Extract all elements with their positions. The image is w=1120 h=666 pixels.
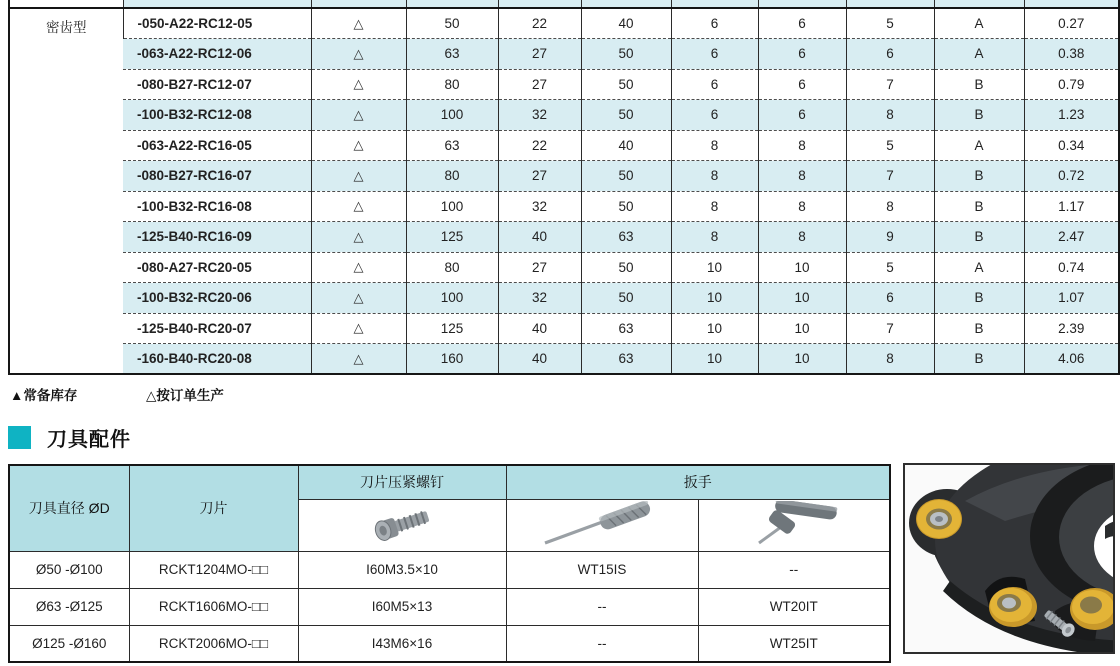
spec-D: 63 xyxy=(406,130,498,161)
availability-triangle-icon: △ xyxy=(311,222,406,253)
spec-d: 32 xyxy=(498,283,581,314)
spec-fig: B xyxy=(934,161,1024,192)
spec-teeth: 8 xyxy=(846,191,934,222)
row-group-label: 密齿型 xyxy=(9,8,123,374)
spec-row xyxy=(9,39,1119,70)
spec-D: 50 xyxy=(406,8,498,39)
spec-model: -063-A22-RC16-05 xyxy=(123,130,311,161)
availability-triangle-icon: △ xyxy=(311,313,406,344)
acc-wrench2: WT20IT xyxy=(698,588,890,625)
spec-d: 32 xyxy=(498,100,581,131)
straight-wrench-icon xyxy=(506,499,698,551)
spec-L: 50 xyxy=(581,252,671,283)
spec-ap: 10 xyxy=(671,252,758,283)
spec-L: 50 xyxy=(581,69,671,100)
round-insert-icon xyxy=(916,499,962,539)
spec-fig: B xyxy=(934,191,1024,222)
spec-D: 100 xyxy=(406,191,498,222)
acc-screw: I60M3.5×10 xyxy=(298,551,506,588)
availability-triangle-icon: △ xyxy=(311,130,406,161)
spec-fig: A xyxy=(934,130,1024,161)
acc-wrench1: -- xyxy=(506,588,698,625)
spec-teeth: 8 xyxy=(846,344,934,375)
spec-model: -080-B27-RC16-07 xyxy=(123,161,311,192)
availability-triangle-icon: △ xyxy=(311,100,406,131)
section-title: 刀具配件 xyxy=(47,429,131,451)
header-insert: 刀片 xyxy=(129,465,298,551)
acc-wrench2: WT25IT xyxy=(698,625,890,662)
spec-ap: 8 xyxy=(671,130,758,161)
spec-D: 80 xyxy=(406,252,498,283)
spec-teeth: 8 xyxy=(846,100,934,131)
availability-triangle-icon: △ xyxy=(311,39,406,70)
spec-row xyxy=(9,222,1119,253)
round-insert-icon xyxy=(989,587,1037,627)
acc-insert: RCKT1606MO-□□ xyxy=(129,588,298,625)
spec-fig: A xyxy=(934,252,1024,283)
spec-ae: 6 xyxy=(758,100,846,131)
spec-ae: 8 xyxy=(758,161,846,192)
spec-d: 27 xyxy=(498,252,581,283)
spec-ap: 6 xyxy=(671,100,758,131)
spec-teeth: 9 xyxy=(846,222,934,253)
acc-screw: I60M5×13 xyxy=(298,588,506,625)
spec-fig: B xyxy=(934,283,1024,314)
spec-ap: 10 xyxy=(671,344,758,375)
legend-made-to-order: △按订单生产 xyxy=(146,388,224,403)
spec-d: 40 xyxy=(498,344,581,375)
spec-weight: 2.47 xyxy=(1024,222,1119,253)
spec-ap: 6 xyxy=(671,69,758,100)
acc-wrench1: WT15IS xyxy=(506,551,698,588)
header-clamp-screw: 刀片压紧螺钉 xyxy=(298,465,506,499)
spec-row xyxy=(9,69,1119,100)
spec-teeth: 6 xyxy=(846,283,934,314)
spec-model: -050-A22-RC12-05 xyxy=(123,8,311,39)
spec-weight: 0.79 xyxy=(1024,69,1119,100)
header-tool-diameter: 刀具直径 ØD xyxy=(9,465,129,551)
accessory-row xyxy=(9,588,890,625)
spec-weight: 0.38 xyxy=(1024,39,1119,70)
spec-fig: A xyxy=(934,39,1024,70)
spec-teeth: 5 xyxy=(846,252,934,283)
section-accent-square-icon xyxy=(8,426,31,449)
spec-table-body xyxy=(9,0,1119,374)
accessory-row xyxy=(9,551,890,588)
accessory-row xyxy=(9,625,890,662)
spec-row xyxy=(9,252,1119,283)
availability-triangle-icon: △ xyxy=(311,344,406,375)
spec-D: 63 xyxy=(406,39,498,70)
spec-model: -100-B32-RC16-08 xyxy=(123,191,311,222)
spec-model: -160-B40-RC20-08 xyxy=(123,344,311,375)
spec-teeth: 7 xyxy=(846,69,934,100)
face-mill-photo xyxy=(903,463,1115,654)
spec-L: 50 xyxy=(581,283,671,314)
spec-L: 40 xyxy=(581,130,671,161)
spec-d: 22 xyxy=(498,130,581,161)
spec-weight: 1.07 xyxy=(1024,283,1119,314)
spec-row xyxy=(9,8,1119,39)
spec-ap: 10 xyxy=(671,313,758,344)
availability-triangle-icon: △ xyxy=(311,252,406,283)
spec-ae: 8 xyxy=(758,130,846,161)
spec-fig: B xyxy=(934,313,1024,344)
acc-wrench2: -- xyxy=(698,551,890,588)
spec-weight: 2.39 xyxy=(1024,313,1119,344)
acc-insert: RCKT1204MO-□□ xyxy=(129,551,298,588)
spec-ap: 8 xyxy=(671,222,758,253)
spec-D: 80 xyxy=(406,69,498,100)
spec-fig: B xyxy=(934,69,1024,100)
legend-in-stock: ▲常备库存 xyxy=(10,388,78,403)
spec-fig: B xyxy=(934,222,1024,253)
spec-ap: 6 xyxy=(671,8,758,39)
spec-weight: 0.72 xyxy=(1024,161,1119,192)
spec-ae: 10 xyxy=(758,252,846,283)
spec-model: -080-A27-RC20-05 xyxy=(123,252,311,283)
spec-L: 63 xyxy=(581,344,671,375)
spec-row xyxy=(9,191,1119,222)
spec-model: -125-B40-RC20-07 xyxy=(123,313,311,344)
spec-ap: 6 xyxy=(671,39,758,70)
spec-row xyxy=(9,283,1119,314)
spec-d: 22 xyxy=(498,8,581,39)
acc-diameter: Ø50 -Ø100 xyxy=(9,551,129,588)
t-wrench-icon xyxy=(698,499,890,551)
spec-d: 27 xyxy=(498,39,581,70)
section-header xyxy=(8,423,131,452)
availability-triangle-icon: △ xyxy=(311,69,406,100)
screw-icon xyxy=(298,499,506,551)
spec-table xyxy=(8,0,1120,375)
spec-d: 27 xyxy=(498,69,581,100)
spec-ae: 6 xyxy=(758,8,846,39)
availability-triangle-icon: △ xyxy=(311,191,406,222)
spec-teeth: 6 xyxy=(846,39,934,70)
spec-model: -100-B32-RC20-06 xyxy=(123,283,311,314)
spec-row xyxy=(9,130,1119,161)
stock-legend xyxy=(10,384,224,404)
spec-model: -063-A22-RC12-06 xyxy=(123,39,311,70)
spec-weight: 0.34 xyxy=(1024,130,1119,161)
spec-row xyxy=(9,100,1119,131)
spec-weight: 1.17 xyxy=(1024,191,1119,222)
spec-weight: 0.74 xyxy=(1024,252,1119,283)
spec-ae: 6 xyxy=(758,69,846,100)
spec-L: 50 xyxy=(581,161,671,192)
spec-D: 80 xyxy=(406,161,498,192)
spec-d: 27 xyxy=(498,161,581,192)
spec-L: 50 xyxy=(581,100,671,131)
spec-teeth: 5 xyxy=(846,8,934,39)
spec-weight: 1.23 xyxy=(1024,100,1119,131)
spec-ae: 8 xyxy=(758,191,846,222)
spec-D: 100 xyxy=(406,283,498,314)
spec-teeth: 5 xyxy=(846,130,934,161)
spec-ap: 8 xyxy=(671,161,758,192)
spec-ap: 8 xyxy=(671,191,758,222)
spec-model: -080-B27-RC12-07 xyxy=(123,69,311,100)
spec-D: 160 xyxy=(406,344,498,375)
spec-teeth: 7 xyxy=(846,313,934,344)
spec-ae: 8 xyxy=(758,222,846,253)
spec-ap: 10 xyxy=(671,283,758,314)
spec-weight: 4.06 xyxy=(1024,344,1119,375)
spec-ae: 10 xyxy=(758,283,846,314)
spec-D: 100 xyxy=(406,100,498,131)
spec-weight: 0.27 xyxy=(1024,8,1119,39)
availability-triangle-icon: △ xyxy=(311,283,406,314)
spec-d: 32 xyxy=(498,191,581,222)
spec-model: -100-B32-RC12-08 xyxy=(123,100,311,131)
spec-L: 40 xyxy=(581,8,671,39)
spec-L: 50 xyxy=(581,39,671,70)
spec-d: 40 xyxy=(498,222,581,253)
acc-diameter: Ø125 -Ø160 xyxy=(9,625,129,662)
spec-teeth: 7 xyxy=(846,161,934,192)
availability-triangle-icon: △ xyxy=(311,161,406,192)
spec-L: 63 xyxy=(581,222,671,253)
acc-screw: I43M6×16 xyxy=(298,625,506,662)
spec-model: -125-B40-RC16-09 xyxy=(123,222,311,253)
spec-row xyxy=(9,313,1119,344)
spec-row xyxy=(9,161,1119,192)
spec-D: 125 xyxy=(406,313,498,344)
availability-triangle-icon: △ xyxy=(311,8,406,39)
spec-ae: 10 xyxy=(758,344,846,375)
acc-diameter: Ø63 -Ø125 xyxy=(9,588,129,625)
cropped-previous-row xyxy=(9,0,1119,8)
spec-D: 125 xyxy=(406,222,498,253)
acc-wrench1: -- xyxy=(506,625,698,662)
accessories-table xyxy=(8,464,891,663)
spec-row xyxy=(9,344,1119,375)
spec-fig: B xyxy=(934,344,1024,375)
spec-L: 63 xyxy=(581,313,671,344)
spec-ae: 6 xyxy=(758,39,846,70)
acc-insert: RCKT2006MO-□□ xyxy=(129,625,298,662)
spec-ae: 10 xyxy=(758,313,846,344)
spec-L: 50 xyxy=(581,191,671,222)
spec-fig: B xyxy=(934,100,1024,131)
header-wrench: 扳手 xyxy=(506,465,890,499)
spec-fig: A xyxy=(934,8,1024,39)
spec-d: 40 xyxy=(498,313,581,344)
